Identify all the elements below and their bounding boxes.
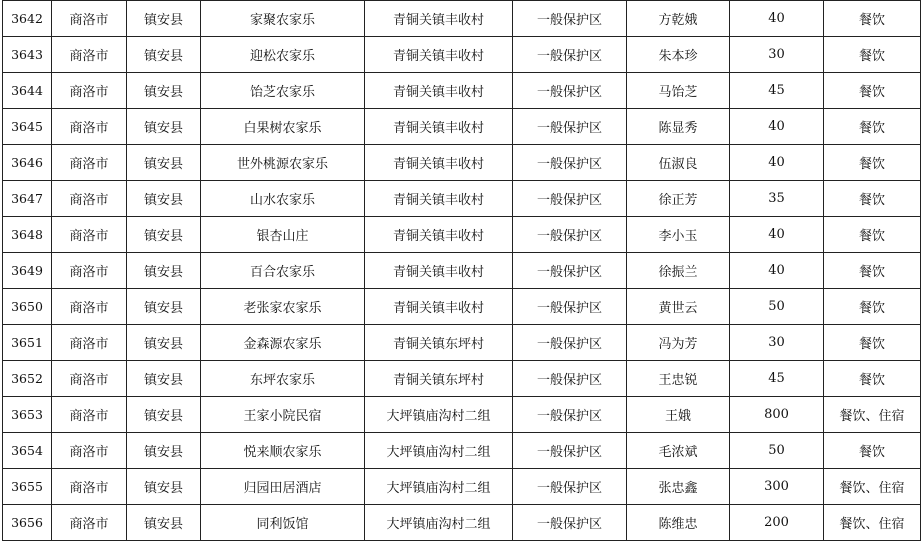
cell-business-name: 迎松农家乐 xyxy=(201,37,365,73)
cell-protection-zone: 一般保护区 xyxy=(513,1,627,37)
table-row xyxy=(3,145,921,181)
cell-business-name: 世外桃源农家乐 xyxy=(201,145,365,181)
cell-protection-zone: 一般保护区 xyxy=(513,433,627,469)
cell-owner-name: 方乾娥 xyxy=(627,1,730,37)
cell-service-type: 餐饮 xyxy=(824,73,921,109)
cell-owner-name: 李小玉 xyxy=(627,217,730,253)
cell-business-name: 金森源农家乐 xyxy=(201,325,365,361)
cell-capacity: 200 xyxy=(730,505,824,541)
cell-row-number: 3652 xyxy=(3,361,52,397)
cell-capacity: 800 xyxy=(730,397,824,433)
cell-owner-name: 冯为芳 xyxy=(627,325,730,361)
cell-county: 镇安县 xyxy=(127,1,201,37)
cell-city: 商洛市 xyxy=(52,37,127,73)
cell-service-type: 餐饮 xyxy=(824,181,921,217)
cell-protection-zone: 一般保护区 xyxy=(513,361,627,397)
cell-owner-name: 陈维忠 xyxy=(627,505,730,541)
cell-address: 青铜关镇丰收村 xyxy=(365,1,513,37)
cell-address: 青铜关镇丰收村 xyxy=(365,145,513,181)
cell-protection-zone: 一般保护区 xyxy=(513,253,627,289)
cell-protection-zone: 一般保护区 xyxy=(513,325,627,361)
cell-owner-name: 王忠锐 xyxy=(627,361,730,397)
cell-business-name: 东坪农家乐 xyxy=(201,361,365,397)
cell-city: 商洛市 xyxy=(52,325,127,361)
cell-city: 商洛市 xyxy=(52,1,127,37)
cell-address: 青铜关镇丰收村 xyxy=(365,109,513,145)
cell-owner-name: 徐振兰 xyxy=(627,253,730,289)
table-row xyxy=(3,289,921,325)
cell-address: 青铜关镇丰收村 xyxy=(365,253,513,289)
cell-row-number: 3647 xyxy=(3,181,52,217)
cell-county: 镇安县 xyxy=(127,109,201,145)
cell-address: 大坪镇庙沟村二组 xyxy=(365,397,513,433)
cell-row-number: 3644 xyxy=(3,73,52,109)
table-row xyxy=(3,253,921,289)
cell-owner-name: 陈显秀 xyxy=(627,109,730,145)
cell-county: 镇安县 xyxy=(127,253,201,289)
cell-capacity: 40 xyxy=(730,1,824,37)
cell-city: 商洛市 xyxy=(52,505,127,541)
cell-county: 镇安县 xyxy=(127,217,201,253)
cell-owner-name: 徐正芳 xyxy=(627,181,730,217)
cell-row-number: 3653 xyxy=(3,397,52,433)
cell-capacity: 35 xyxy=(730,181,824,217)
table-row xyxy=(3,73,921,109)
cell-row-number: 3642 xyxy=(3,1,52,37)
table-row xyxy=(3,217,921,253)
table-row xyxy=(3,325,921,361)
cell-protection-zone: 一般保护区 xyxy=(513,37,627,73)
cell-capacity: 40 xyxy=(730,253,824,289)
cell-row-number: 3645 xyxy=(3,109,52,145)
cell-city: 商洛市 xyxy=(52,289,127,325)
cell-address: 青铜关镇东坪村 xyxy=(365,361,513,397)
table-row xyxy=(3,469,921,505)
cell-row-number: 3651 xyxy=(3,325,52,361)
cell-county: 镇安县 xyxy=(127,397,201,433)
cell-row-number: 3656 xyxy=(3,505,52,541)
cell-capacity: 40 xyxy=(730,109,824,145)
table-row xyxy=(3,1,921,37)
cell-county: 镇安县 xyxy=(127,361,201,397)
cell-service-type: 餐饮 xyxy=(824,217,921,253)
cell-capacity: 50 xyxy=(730,433,824,469)
cell-capacity: 300 xyxy=(730,469,824,505)
cell-county: 镇安县 xyxy=(127,469,201,505)
cell-city: 商洛市 xyxy=(52,109,127,145)
cell-service-type: 餐饮 xyxy=(824,289,921,325)
table-row xyxy=(3,361,921,397)
table-row xyxy=(3,109,921,145)
cell-city: 商洛市 xyxy=(52,145,127,181)
cell-business-name: 饴芝农家乐 xyxy=(201,73,365,109)
cell-service-type: 餐饮 xyxy=(824,361,921,397)
cell-service-type: 餐饮 xyxy=(824,433,921,469)
cell-service-type: 餐饮 xyxy=(824,145,921,181)
cell-business-name: 同利饭馆 xyxy=(201,505,365,541)
cell-owner-name: 伍淑良 xyxy=(627,145,730,181)
table-row xyxy=(3,505,921,541)
table-row xyxy=(3,433,921,469)
cell-business-name: 白果树农家乐 xyxy=(201,109,365,145)
cell-county: 镇安县 xyxy=(127,181,201,217)
cell-city: 商洛市 xyxy=(52,181,127,217)
cell-business-name: 银杏山庄 xyxy=(201,217,365,253)
cell-address: 大坪镇庙沟村二组 xyxy=(365,433,513,469)
table-row xyxy=(3,181,921,217)
cell-capacity: 50 xyxy=(730,289,824,325)
cell-service-type: 餐饮 xyxy=(824,37,921,73)
cell-address: 青铜关镇丰收村 xyxy=(365,37,513,73)
cell-protection-zone: 一般保护区 xyxy=(513,181,627,217)
cell-capacity: 45 xyxy=(730,73,824,109)
cell-protection-zone: 一般保护区 xyxy=(513,217,627,253)
cell-address: 青铜关镇丰收村 xyxy=(365,217,513,253)
cell-protection-zone: 一般保护区 xyxy=(513,145,627,181)
cell-county: 镇安县 xyxy=(127,289,201,325)
cell-service-type: 餐饮 xyxy=(824,325,921,361)
cell-address: 大坪镇庙沟村二组 xyxy=(365,469,513,505)
cell-protection-zone: 一般保护区 xyxy=(513,289,627,325)
cell-service-type: 餐饮 xyxy=(824,1,921,37)
cell-business-name: 老张家农家乐 xyxy=(201,289,365,325)
cell-business-name: 家聚农家乐 xyxy=(201,1,365,37)
cell-service-type: 餐饮 xyxy=(824,109,921,145)
cell-address: 青铜关镇丰收村 xyxy=(365,73,513,109)
table-row xyxy=(3,37,921,73)
cell-city: 商洛市 xyxy=(52,361,127,397)
cell-county: 镇安县 xyxy=(127,325,201,361)
cell-row-number: 3649 xyxy=(3,253,52,289)
cell-business-name: 王家小院民宿 xyxy=(201,397,365,433)
cell-row-number: 3646 xyxy=(3,145,52,181)
cell-row-number: 3654 xyxy=(3,433,52,469)
cell-city: 商洛市 xyxy=(52,469,127,505)
cell-city: 商洛市 xyxy=(52,253,127,289)
table-body xyxy=(3,1,921,541)
cell-owner-name: 马饴芝 xyxy=(627,73,730,109)
cell-business-name: 悦来顺农家乐 xyxy=(201,433,365,469)
cell-address: 青铜关镇丰收村 xyxy=(365,289,513,325)
cell-county: 镇安县 xyxy=(127,145,201,181)
cell-business-name: 百合农家乐 xyxy=(201,253,365,289)
cell-row-number: 3643 xyxy=(3,37,52,73)
cell-address: 青铜关镇丰收村 xyxy=(365,181,513,217)
cell-address: 青铜关镇东坪村 xyxy=(365,325,513,361)
cell-service-type: 餐饮、住宿 xyxy=(824,469,921,505)
cell-protection-zone: 一般保护区 xyxy=(513,505,627,541)
cell-address: 大坪镇庙沟村二组 xyxy=(365,505,513,541)
cell-service-type: 餐饮、住宿 xyxy=(824,397,921,433)
cell-business-name: 山水农家乐 xyxy=(201,181,365,217)
cell-capacity: 30 xyxy=(730,325,824,361)
cell-capacity: 30 xyxy=(730,37,824,73)
cell-capacity: 40 xyxy=(730,217,824,253)
cell-protection-zone: 一般保护区 xyxy=(513,73,627,109)
cell-owner-name: 朱本珍 xyxy=(627,37,730,73)
cell-row-number: 3648 xyxy=(3,217,52,253)
cell-county: 镇安县 xyxy=(127,505,201,541)
cell-owner-name: 张忠鑫 xyxy=(627,469,730,505)
cell-row-number: 3655 xyxy=(3,469,52,505)
cell-city: 商洛市 xyxy=(52,73,127,109)
cell-protection-zone: 一般保护区 xyxy=(513,109,627,145)
cell-city: 商洛市 xyxy=(52,433,127,469)
cell-row-number: 3650 xyxy=(3,289,52,325)
cell-owner-name: 黄世云 xyxy=(627,289,730,325)
table-row xyxy=(3,397,921,433)
cell-capacity: 45 xyxy=(730,361,824,397)
cell-county: 镇安县 xyxy=(127,37,201,73)
cell-capacity: 40 xyxy=(730,145,824,181)
cell-county: 镇安县 xyxy=(127,433,201,469)
cell-county: 镇安县 xyxy=(127,73,201,109)
cell-business-name: 归园田居酒店 xyxy=(201,469,365,505)
cell-service-type: 餐饮 xyxy=(824,253,921,289)
data-table xyxy=(2,0,921,541)
cell-service-type: 餐饮、住宿 xyxy=(824,505,921,541)
cell-protection-zone: 一般保护区 xyxy=(513,469,627,505)
cell-city: 商洛市 xyxy=(52,397,127,433)
cell-protection-zone: 一般保护区 xyxy=(513,397,627,433)
cell-owner-name: 王娥 xyxy=(627,397,730,433)
cell-owner-name: 毛浓斌 xyxy=(627,433,730,469)
cell-city: 商洛市 xyxy=(52,217,127,253)
